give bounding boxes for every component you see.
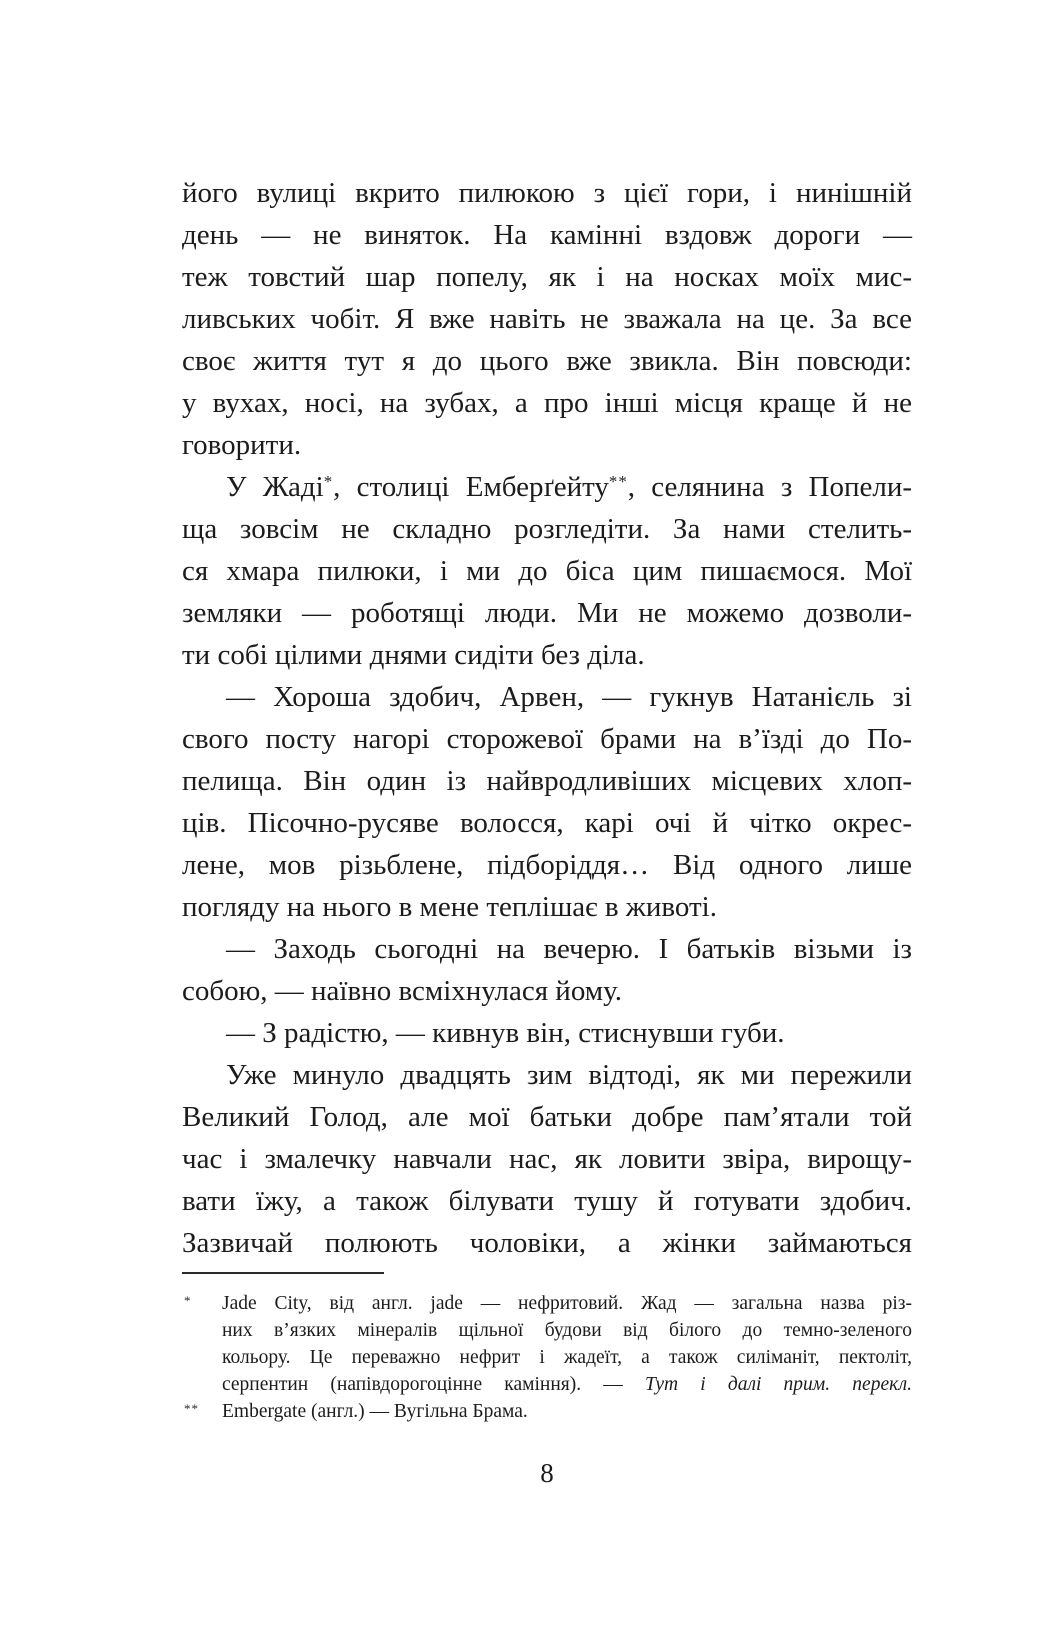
text-line xyxy=(182,172,912,214)
text-segment: теж товстий шар попелу, як і на носках моїх мис- xyxy=(182,261,912,293)
footnote xyxy=(182,1290,912,1398)
text-segment: , селянина з Попели- xyxy=(627,471,913,503)
text-segment: кольору. Це переважно нефрит і жадеїт, а також силіманіт, пектоліт, xyxy=(222,1347,912,1368)
text-segment: серпентин (напівдорогоцінне каміння). — xyxy=(222,1374,645,1395)
paragraph xyxy=(182,172,912,466)
text-line xyxy=(182,1096,912,1138)
text-line xyxy=(182,1222,912,1264)
text-segment: — Хороша здобич, Арвен, — гукнув Натанієль зі xyxy=(226,681,912,713)
body-text xyxy=(182,172,912,1264)
text-line xyxy=(182,802,912,844)
footnote xyxy=(182,1398,912,1425)
text-segment: Jade City, від англ. jade — нефритовий. Жад — загальна назва різ- xyxy=(222,1293,912,1314)
text-segment: час і змалечку навчали нас, як ловити звіра, вирощу- xyxy=(182,1143,912,1175)
text-line xyxy=(182,886,912,928)
text-line xyxy=(182,1054,912,1096)
text-segment: Уже минуло двадцять зим відтоді, як ми пережили xyxy=(226,1059,912,1091)
text-segment: погляду на нього в мене теплішає в животі. xyxy=(182,891,717,923)
footnote-marker: * xyxy=(184,1293,192,1308)
text-line xyxy=(182,382,912,424)
text-line xyxy=(222,1398,912,1425)
text-line xyxy=(182,214,912,256)
text-segment: його вулиці вкрито пилюкою з цієї гори, і нинішній xyxy=(182,177,912,209)
text-segment: лене, мов різьблене, підборіддя… Від одного лише xyxy=(182,849,912,881)
text-line xyxy=(182,466,912,508)
text-line xyxy=(182,592,912,634)
italic-text: Тут і далі прим. перекл. xyxy=(644,1374,913,1395)
text-line xyxy=(182,634,912,676)
text-segment: земляки — роботящі люди. Ми не можемо дозволи- xyxy=(182,597,912,629)
text-line xyxy=(182,718,912,760)
text-line xyxy=(182,1138,912,1180)
text-line xyxy=(182,508,912,550)
text-segment: них в’язких мінералів щільної будови від білого до темно-зеленого xyxy=(222,1320,912,1341)
footnote-reference-marker: ** xyxy=(608,471,628,491)
text-segment: собою, — наївно всміхнулася йому. xyxy=(182,975,622,1007)
text-line xyxy=(182,1180,912,1222)
page-number: 8 xyxy=(540,1458,554,1488)
text-column xyxy=(182,172,912,1425)
text-segment: — Заходь сьогодні на вечерю. І батьків візьми із xyxy=(226,933,912,965)
paragraph xyxy=(182,676,912,928)
text-segment: у вухах, носі, на зубах, а про інші місця краще й не xyxy=(182,387,912,419)
footnote-divider xyxy=(182,1272,384,1274)
text-line xyxy=(182,928,912,970)
text-segment: ща зовсім не складно розгледіти. За нами стелить- xyxy=(182,513,912,545)
text-line xyxy=(222,1344,912,1371)
footnote-list xyxy=(182,1290,912,1425)
text-segment: ців. Пісочно-русяве волосся, карі очі й чітко окрес- xyxy=(182,807,912,839)
text-segment: Великий Голод, але мої батьки добре пам’ятали той xyxy=(182,1101,912,1133)
text-line xyxy=(182,550,912,592)
text-line xyxy=(182,298,912,340)
text-segment: ся хмара пилюки, і ми до біса цим пишаємося. Мої xyxy=(182,555,912,587)
text-line xyxy=(222,1317,912,1344)
paragraph xyxy=(182,928,912,1012)
footnote-marker: ** xyxy=(184,1401,199,1416)
text-segment: вати їжу, а також білувати тушу й готувати здобич. xyxy=(182,1185,912,1217)
paragraph xyxy=(182,466,912,676)
text-line xyxy=(182,676,912,718)
text-line xyxy=(222,1371,912,1398)
paragraph xyxy=(182,1054,912,1264)
text-segment: Зазвичай полюють чоловіки, а жінки займаються xyxy=(182,1227,912,1259)
text-segment: У Жаді xyxy=(226,471,324,503)
text-segment: своє життя тут я до цього вже звикла. Він повсюди: xyxy=(182,345,912,377)
text-line xyxy=(222,1290,912,1317)
text-segment: ливських чобіт. Я вже навіть не зважала на це. За все xyxy=(182,303,912,335)
text-segment: — З радістю, — кивнув він, стиснувши губи. xyxy=(226,1017,785,1049)
text-line xyxy=(182,424,912,466)
text-line xyxy=(182,970,912,1012)
text-segment: , столиці Емберґейту xyxy=(333,471,609,503)
paragraph xyxy=(182,1012,912,1054)
text-line xyxy=(182,256,912,298)
text-segment: Embergate (англ.) — Вугільна Брама. xyxy=(222,1401,528,1422)
text-segment: свого посту нагорі сторожевої брами на в’їзді до По- xyxy=(182,723,912,755)
text-segment: ти собі цілими днями сидіти без діла. xyxy=(182,639,645,671)
text-line xyxy=(182,760,912,802)
text-segment: пелища. Він один із найвродливіших місцевих хлоп- xyxy=(182,765,912,797)
footnote-section xyxy=(182,1272,912,1425)
text-segment: день — не виняток. На камінні вздовж дороги — xyxy=(182,219,912,251)
text-line xyxy=(182,1012,912,1054)
footnote-reference-marker: * xyxy=(323,471,334,491)
text-line xyxy=(182,844,912,886)
text-segment: говорити. xyxy=(182,429,302,461)
text-line xyxy=(182,340,912,382)
